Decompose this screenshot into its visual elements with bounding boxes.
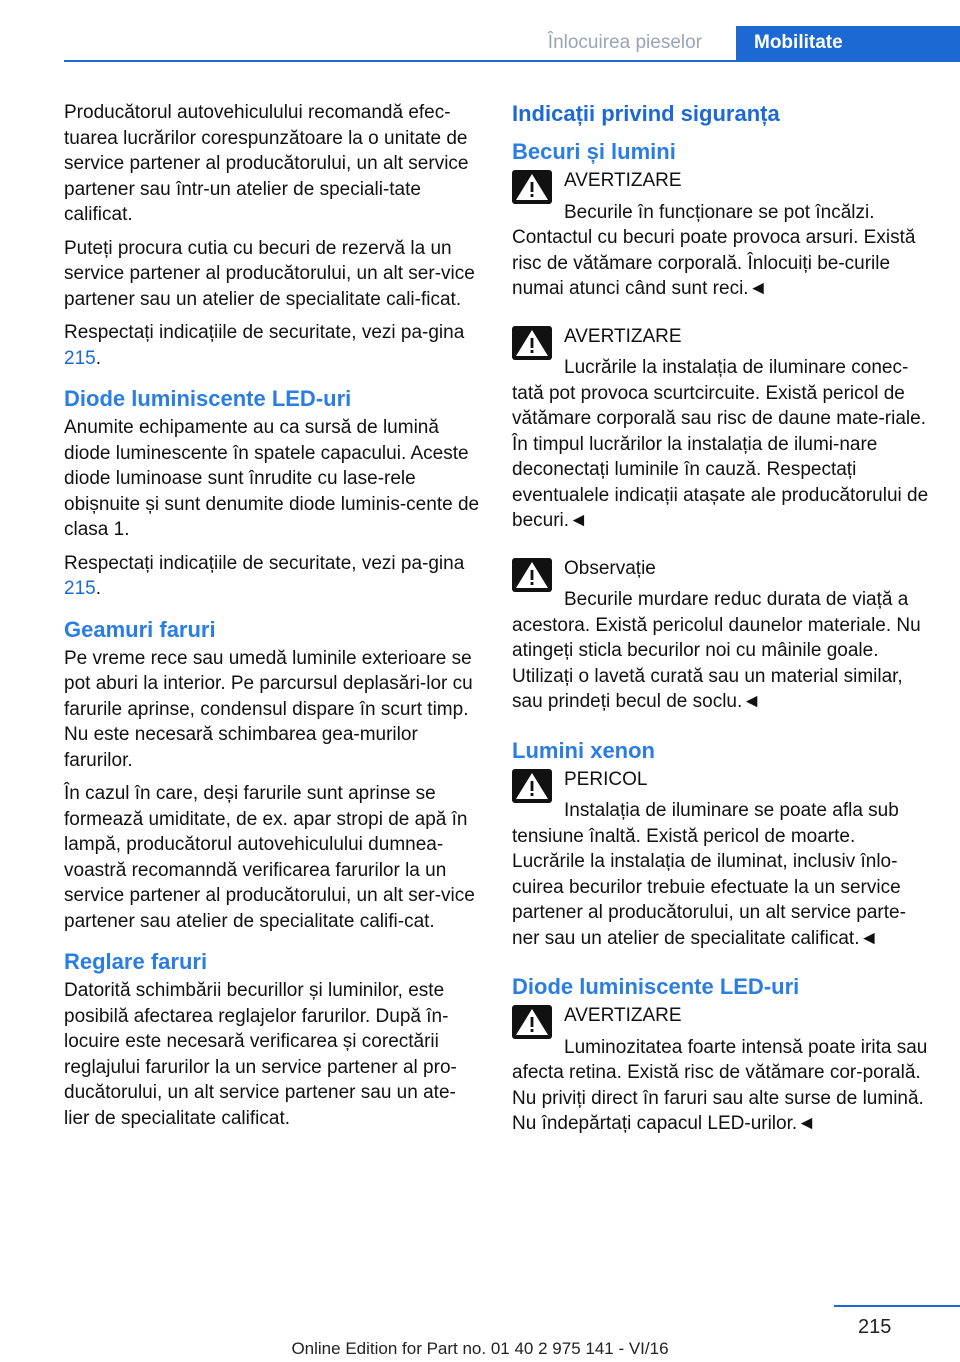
- paragraph: Respectați indicațiile de securitate, vezi pa-gina 215.: [64, 322, 465, 369]
- edition-footer: Online Edition for Part no. 01 40 2 975 141 - VI/16: [291, 1339, 669, 1358]
- warning-block: [512, 168, 930, 302]
- paragraph: Puteți procura cutia cu becuri de rezervă la un service partener al producătorului, un alt ser-vice partener sau un atelier de specialitate cali-ficat.: [64, 237, 475, 310]
- warning-title: AVERTIZARE: [564, 325, 682, 347]
- paragraph: Respectați indicațiile de securitate, vezi pa-gina 215.: [64, 552, 465, 599]
- header-rule: [64, 60, 960, 62]
- warning-triangle-icon: [512, 558, 552, 592]
- page-number: 215: [858, 1316, 892, 1338]
- danger-text: Instalația de iluminare se poate afla sub tensiune înaltă. Există pericol de moarte. Lucrările la instalația de iluminat, inclusiv înlo-cuirea becurilor trebuie efectuate la un service partener al producătorului, un alt service parte-ner sau un atelier de specialitate calificat.◄: [512, 800, 906, 949]
- heading-led: Diode luminiscente LED-uri: [64, 386, 352, 411]
- heading-reglare-faruri: Reglare faruri: [64, 949, 208, 974]
- warning-triangle-icon: [512, 326, 552, 360]
- heading-becuri-lumini: Becuri și lumini: [512, 139, 676, 164]
- left-column: [64, 100, 480, 1139]
- page-reference-link[interactable]: 215: [64, 347, 96, 369]
- paragraph: Datorită schimbării becurillor și luminilor, este posibilă afectarea reglajelor farurilor. După în-locuire este necesară verificarea și corectării reglajului farurilor la un service partener al pro-ducătorului, un alt service partener sau un ate-lier de specialitate calificat.: [64, 980, 457, 1129]
- section-tab[interactable]: Înlocuirea pieselor: [547, 32, 702, 53]
- paragraph-text: Respectați indicațiile de securitate, vezi pa-gina: [64, 552, 465, 574]
- paragraph: Producătorul autovehiculului recomandă efec-tuarea lucrărilor corespunzătoare la o unitate de service partener al producătorului, un alt service partener sau într-un atelier de speciali-tate calificat.: [64, 102, 469, 225]
- danger-title: PERICOL: [564, 768, 648, 790]
- heading-geamuri-faruri: Geamuri faruri: [64, 616, 216, 642]
- warning-block: [512, 1003, 930, 1137]
- notice-text: Becurile murdare reduc durata de viață a acestora. Există pericolul daunelor materiale. Nu atingeți sticla becurilor noi cu mâinile goale. Utilizați o lavetă curată sau un material similar, sau prindeți becul de soclu.◄: [512, 589, 921, 712]
- warning-text: Becurile în funcționare se pot încălzi. Contactul cu becuri poate provoca arsuri. Există risc de vătămare corporală. Înlocuiți be-curile numai atunci când sunt reci.◄: [512, 201, 916, 299]
- warning-triangle-icon: [512, 1005, 552, 1039]
- heading-led-right: Diode luminiscente LED-uri: [512, 974, 800, 999]
- paragraph: În cazul în care, deși farurile sunt aprinse se formează umiditate, de ex. apar stropi de apă în lampă, producătorul autovehiculului dumnea-voastră recomanndă verificarea farurilor la un service partener al producătorului, un alt ser-vice partener sau atelier de specialitate califi-cat.: [64, 783, 475, 932]
- paragraph: Anumite echipamente au ca sursă de lumină diode luminescente în spatele capacului. Aceste diode luminoase sunt înrudite cu lase-rele obișnuite și sunt denumite diode luminis-cente de clasa 1.: [64, 417, 480, 540]
- warning-text: Luminozitatea foarte intensă poate irita sau afecta retina. Există risc de vătămare cor-porală. Nu priviți direct în faruri sau alte surse de lumină. Nu îndepărtați capacul LED-urilor.◄: [512, 1036, 928, 1134]
- warning-title: AVERTIZARE: [564, 170, 682, 191]
- page-reference-link[interactable]: 215: [64, 578, 96, 599]
- notice-block: [512, 556, 930, 715]
- danger-block: [512, 767, 930, 952]
- paragraph: Pe vreme rece sau umedă luminile exterioare se pot aburi la interior. Pe parcursul deplasări-lor cu farurile aprinse, condensul dispare în scurt timp. Nu este necesară schimbarea gea-murilor farurilor.: [64, 647, 473, 771]
- warning-block: [512, 324, 930, 534]
- notice-title: Observație: [564, 557, 656, 579]
- paragraph-text: Respectați indicațiile de securitate, vezi pa-gina: [64, 322, 465, 343]
- page-header: [0, 0, 960, 62]
- heading-lumini-xenon: Lumini xenon: [512, 737, 655, 763]
- heading-safety: Indicații privind siguranța: [512, 101, 780, 126]
- warning-triangle-icon: [512, 170, 552, 204]
- warning-text: Lucrările la instalația de iluminare conec-tată pot provoca scurtcircuite. Există pericol de vătămare corporală sau risc de daune mate-riale. În timpul lucrărilor la instalația de ilumi-nare deconectați luminile în cauză. Respectați eventualele indicații atașate ale producătorului de becuri.◄: [512, 357, 929, 531]
- warning-title: AVERTIZARE: [564, 1005, 682, 1026]
- right-column: [512, 100, 930, 1159]
- chapter-tab[interactable]: Mobilitate: [736, 26, 960, 62]
- footer-rule: [834, 1305, 960, 1307]
- warning-triangle-icon: [512, 769, 552, 803]
